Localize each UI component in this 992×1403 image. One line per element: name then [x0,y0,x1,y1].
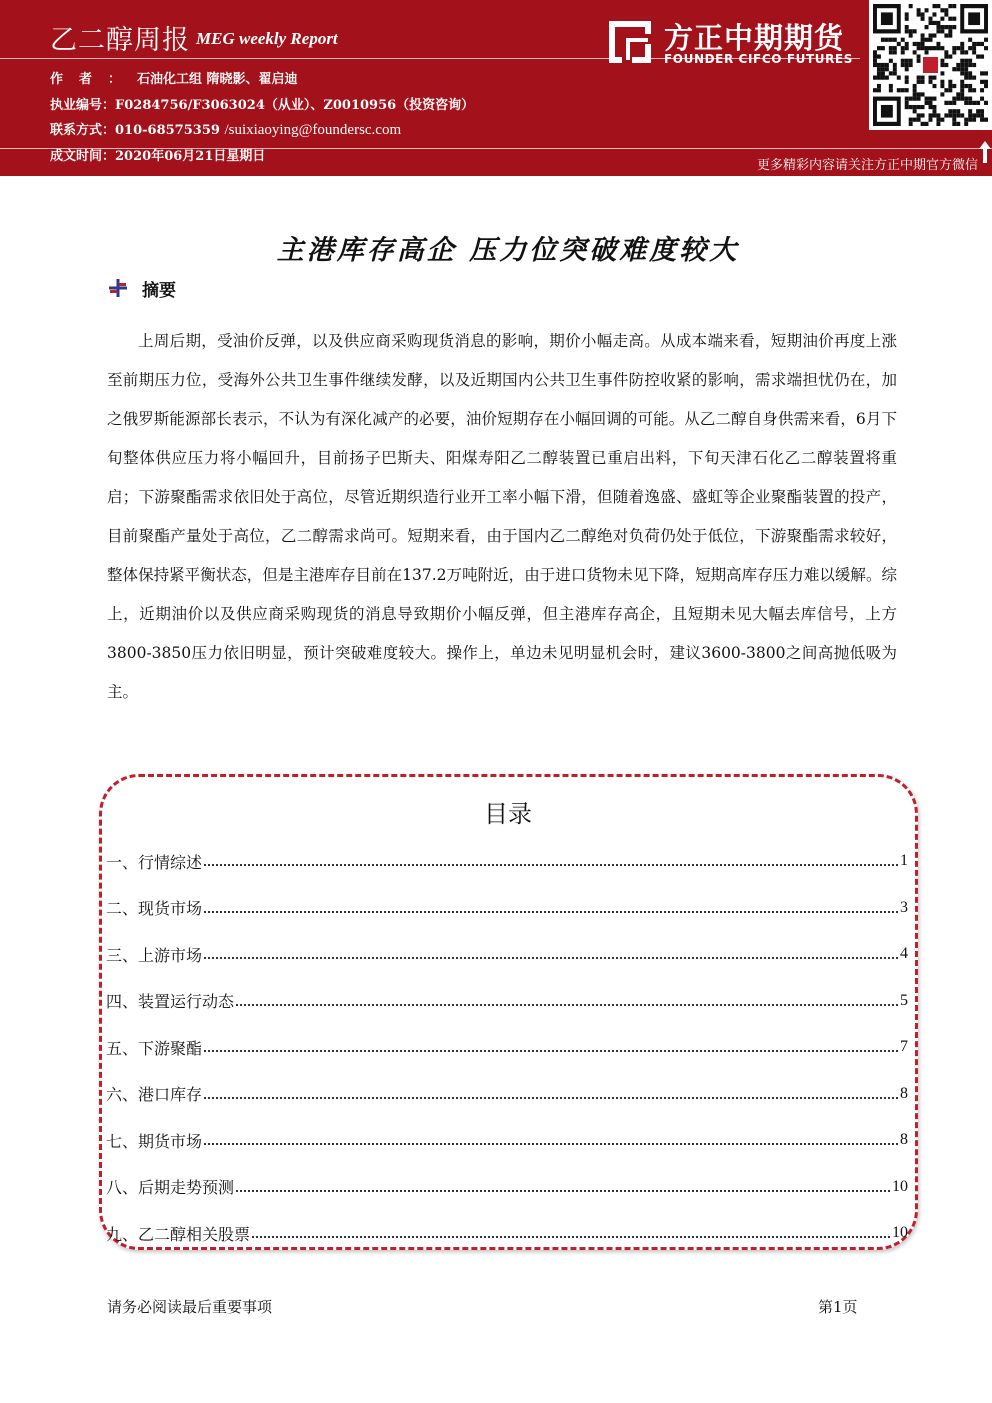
license-value: F0284756/F3063024（从业）、Z0010956（投资咨询） [115,98,475,113]
toc-item-label: 六、港口库存 [106,1085,203,1105]
toc-item[interactable] [106,1024,908,1071]
toc-item-page: 1 [900,852,908,870]
toc-leader-dots [204,897,898,913]
report-name-en: MEG weekly Report [196,29,338,48]
author-label: 作者： [50,72,138,87]
brand-name-cn: 方正中期期货 [664,21,845,55]
author-line [50,68,298,87]
toc-item[interactable] [106,1210,908,1257]
summary-bullet-icon [108,278,128,298]
author-value: 石油化工组 隋晓影、翟启迪 [137,72,298,87]
toc-title: 目录 [484,800,532,828]
toc-item-label: 七、期货市场 [106,1131,203,1151]
license-label: 执业编号： [50,98,116,113]
date-value: 2020年06月21日星期日 [115,149,266,164]
toc-item[interactable] [106,978,908,1025]
toc-item-label: 二、现货市场 [106,899,203,919]
toc-item[interactable] [106,1071,908,1118]
toc-leader-dots [204,1129,898,1145]
toc-item-page: 4 [900,945,908,963]
toc-item-label: 九、乙二醇相关股票 [106,1224,251,1244]
toc-list [106,838,908,1257]
founder-logo-icon [608,20,652,64]
footer-page-number: 第1页 [818,1298,858,1316]
toc-item-page: 7 [900,1038,908,1056]
toc-item-page: 5 [900,991,908,1009]
toc-item[interactable] [106,838,908,885]
toc-item-label: 三、上游市场 [106,945,203,965]
contact-line [50,119,401,139]
qr-code-icon [873,4,988,126]
toc-leader-dots [204,850,898,866]
report-header [0,0,992,176]
toc-leader-dots [204,943,898,959]
toc-leader-dots [236,990,898,1006]
toc-item-page: 8 [900,1131,908,1149]
license-line [50,94,474,113]
document-title: 主港库存高企 压力位突破难度较大 [276,235,740,266]
toc-item-page: 3 [900,898,908,916]
date-label: 成文时间： [50,149,116,164]
brand-name-en: FOUNDER CIFCO FUTURES [664,52,853,66]
summary-heading [108,276,176,300]
summary-label: 摘要 [142,280,176,301]
contact-phone: 010-68575359 [115,123,225,138]
toc-item[interactable] [106,1117,908,1164]
toc-item[interactable] [106,1164,908,1211]
contact-email-link[interactable]: /suixiaoying@foundersc.com [224,122,402,138]
toc-item[interactable] [106,931,908,978]
toc-item[interactable] [106,885,908,932]
footer-disclaimer-note: 请务必阅读最后重要事项 [107,1298,273,1316]
toc-leader-dots [204,1036,898,1052]
arrow-up-icon [978,140,992,164]
date-line [50,145,265,164]
toc-leader-dots [236,1176,890,1192]
report-name: 乙二醇周报 [50,25,190,56]
follow-wechat-text: 更多精彩内容请关注方正中期官方微信 [756,158,978,173]
toc-item-label: 四、装置运行动态 [106,992,235,1012]
toc-item-page: 10 [892,1224,908,1242]
toc-leader-dots [252,1222,890,1238]
toc-leader-dots [204,1083,898,1099]
summary-paragraph: 上周后期，受油价反弹，以及供应商采购现货消息的影响，期价小幅走高。从成本端来看，短期油价再度上涨至前期压力位，受海外公共卫生事件继续发酵，以及近期国内公共卫生事件防控收紧的影响，需求端担忧仍在，加之俄罗斯能源部长表示，不认为有深化减产的必要，油价短期存在小幅回调的可能。从乙二醇自身供需来看，6月下旬整体供应压力将小幅回升，目前扬子巴斯夫、阳煤寿阳乙二醇装置已重启出料，下旬天津石化乙二醇装置将重启；下游聚酯需求依旧处于高位，尽管近期织造行业开工率小幅下滑，但随着逸盛、盛虹等企业聚酯装置的投产，目前聚酯产量处于高位，乙二醇需求尚可。短期来看，由于国内乙二醇绝对负荷仍处于低位，下游聚酯需求较好，整体保持紧平衡状态，但是主港库存目前在137.2万吨附近，由于进口货物未见下降，短期高库存压力难以缓解。综上，近期油价以及供应商采购现货的消息导致期价小幅反弹，但主港库存高企，且短期未见大幅去库信号，上方3800-3850压力依旧明显，预计突破难度较大。操作上，单边未见明显机会时，建议3600-3800之间高抛低吸为主。 [107,332,897,701]
toc-item-label: 八、后期走势预测 [106,1178,235,1198]
toc-item-page: 8 [900,1084,908,1102]
toc-item-label: 五、下游聚酯 [106,1038,203,1058]
contact-label: 联系方式： [50,123,116,138]
toc-item-label: 一、行情综述 [106,852,203,872]
wechat-qr-code [869,0,992,130]
toc-item-page: 10 [892,1177,908,1195]
